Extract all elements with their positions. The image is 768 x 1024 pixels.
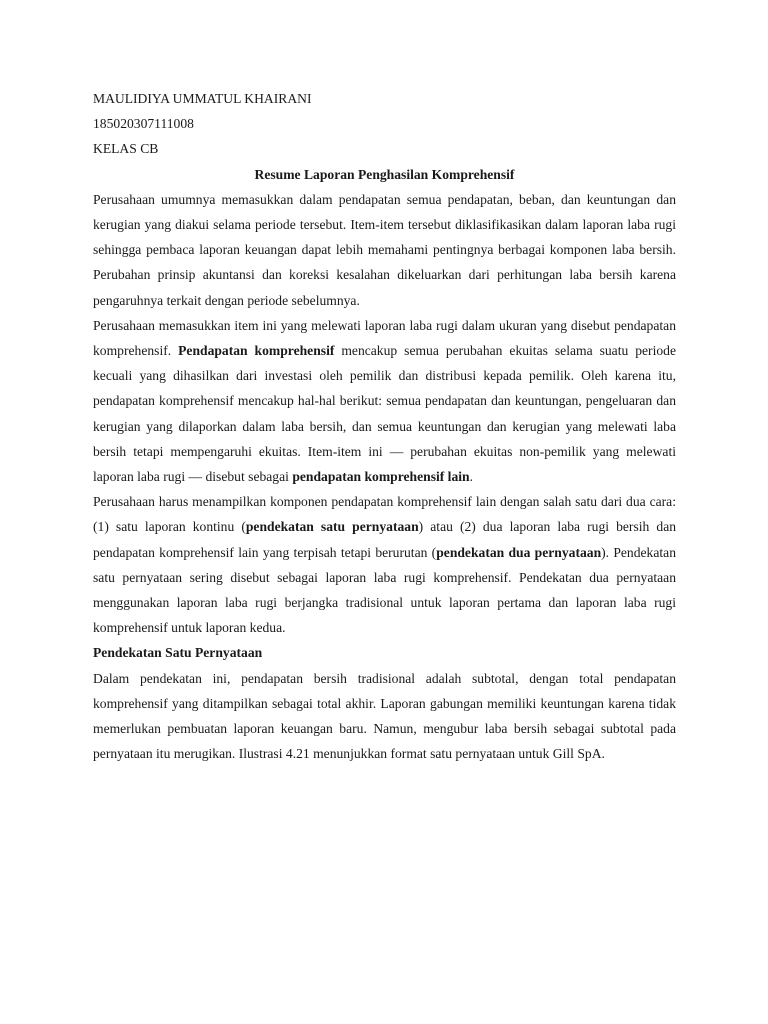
paragraph-2-bold-b: pendapatan komprehensif lain xyxy=(292,469,470,485)
paragraph-4: Dalam pendekatan ini, pendapatan bersih tradisional adalah subtotal, dengan total pendapatan komprehensif yang ditampilkan sebagai total akhir. Laporan gabungan memiliki keuntungan karena tidak memerlukan pembuatan laporan keuangan baru. Namun, mengubur laba bersih sebagai subtotal pada pernyataan itu merugikan. Ilustrasi 4.21 menunjukkan format satu pernyataan untuk Gill SpA. xyxy=(93,670,676,762)
paragraph-3-bold-a: pendekatan satu pernyataan xyxy=(245,519,419,535)
paragraph-3-text-b: ) atau (2) dua laporan laba rugi bersih dan pendapatan komprehensif lain yang terpisah tetapi berurutan ( xyxy=(93,519,677,560)
paragraph-3 xyxy=(93,489,676,640)
paragraph-2-text-b: mencakup semua perubahan ekuitas selama suatu periode kecuali yang dihasilkan dari investasi oleh pemilik dan distribusi kepada pemilik. Oleh karena itu, pendapatan komprehensif mencakup hal-hal berikut: semua pendapatan dan keuntungan, pengeluaran dan kerugian yang dilaporkan dalam laba bersih, dan semua keuntungan dan kerugian yang melewati laba bersih tetapi mempengaruhi ekuitas. Item-item ini — perubahan ekuitas non-pemilik yang melewati laporan laba rugi — disebut sebagai xyxy=(93,343,676,485)
paragraph-2-text-a: Perusahaan memasukkan item ini yang melewati laporan laba rugi dalam ukuran yang disebut pendapatan komprehensif. xyxy=(93,317,676,359)
paragraph-3-bold-b: pendekatan dua pernyataan xyxy=(436,544,602,560)
paragraph-3-text-a: Perusahaan harus menampilkan komponen pendapatan komprehensif lain dengan salah satu dari dua cara: (1) satu laporan kontinu ( xyxy=(93,494,676,535)
paragraph-2-text-c: . xyxy=(469,469,474,485)
section-subheading: Pendekatan Satu Pernyataan xyxy=(93,645,263,661)
author-name: MAULIDIYA UMMATUL KHAIRANI xyxy=(93,91,312,106)
paragraph-1: Perusahaan umumnya memasukkan dalam pendapatan semua pendapatan, beban, dan keuntungan dan kerugian yang diakui selama periode tersebut. Item-item tersebut diklasifikasikan dalam laporan laba rugi sehingga pembaca laporan keuangan dapat lebih memahami pentingnya berbagai komponen laba bersih. Perubahan prinsip akuntansi dan koreksi kesalahan dikeluarkan dari perhitungan laba bersih karena pengaruhnya terkait dengan periode sebelumnya. xyxy=(93,191,676,308)
paragraph-3-text-c: ). Pendekatan satu pernyataan sering disebut sebagai laporan laba rugi komprehensif. Pendekatan dua pernyataan menggunakan laporan laba rugi berjangka tradisional untuk laporan pertama dan laporan laba rugi komprehensif untuk laporan kedua. xyxy=(93,544,676,636)
student-id: 185020307111008 xyxy=(93,116,194,132)
document-title: Resume Laporan Penghasilan Komprehensif xyxy=(254,166,515,182)
paragraph-2-bold-a: Pendapatan komprehensif xyxy=(178,343,335,359)
class-label: KELAS CB xyxy=(93,141,159,157)
paragraph-2 xyxy=(93,313,676,489)
